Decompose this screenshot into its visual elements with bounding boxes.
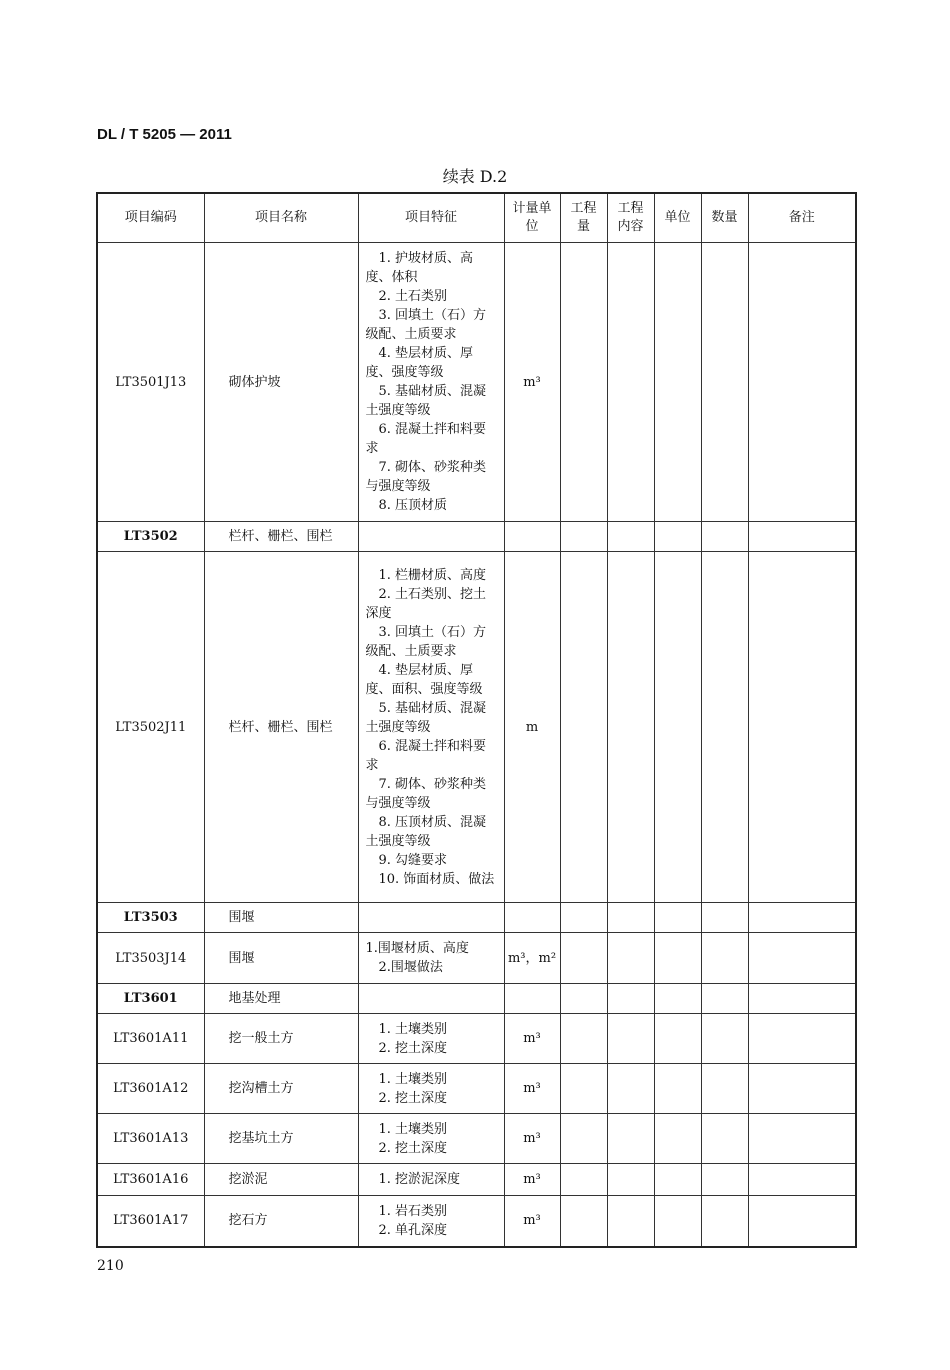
quantity-cell [560, 1196, 607, 1247]
unit-of-measure: m³，m² [504, 933, 560, 984]
standard-code: DL / T 5205 — 2011 [97, 126, 232, 143]
feature-line: 2. 土石类别 [378, 289, 448, 304]
remarks-cell [748, 1164, 856, 1196]
unit-of-measure: m [504, 552, 560, 903]
item-name: 地基处理 [204, 984, 358, 1014]
table-row [97, 1064, 856, 1114]
quantity-cell [560, 903, 607, 933]
item-code: LT3601A17 [97, 1196, 204, 1247]
remarks-cell [748, 1196, 856, 1247]
item-code: LT3601 [97, 984, 204, 1014]
item-code: LT3502J11 [97, 552, 204, 903]
feature-line: 5. 基础材质、混凝土强度等级 [365, 384, 487, 418]
item-code: LT3601A11 [97, 1014, 204, 1064]
quantity-cell [560, 552, 607, 903]
item-features [358, 522, 504, 552]
amount-cell [701, 1064, 748, 1114]
remarks-cell [748, 1014, 856, 1064]
unit-cell [654, 1014, 701, 1064]
unit-cell [654, 1164, 701, 1196]
table-row [97, 1014, 856, 1064]
item-features [358, 1164, 504, 1196]
feature-line: 3. 回填土（石）方级配、土质要求 [365, 308, 487, 342]
amount-cell [701, 243, 748, 522]
work-content-cell [607, 552, 654, 903]
unit-cell [654, 522, 701, 552]
remarks-cell [748, 1114, 856, 1164]
feature-line: 2. 挖土深度 [378, 1040, 448, 1056]
table-header-row [97, 193, 856, 243]
unit-of-measure: m³ [504, 1164, 560, 1196]
item-code: LT3601A12 [97, 1064, 204, 1114]
table-row [97, 522, 856, 552]
unit-of-measure: m³ [504, 1014, 560, 1064]
unit-of-measure [504, 522, 560, 552]
quantity-cell [560, 1114, 607, 1164]
feature-line: 6. 混凝土拌和料要求 [365, 738, 487, 773]
feature-line: 2.围堰做法 [378, 960, 443, 975]
unit-cell [654, 1196, 701, 1247]
table-row [97, 243, 856, 522]
work-content-cell [607, 1196, 654, 1247]
feature-line: 4. 垫层材质、厚度、面积、强度等级 [365, 662, 483, 697]
feature-line: 3. 回填土（石）方级配、土质要求 [365, 624, 487, 659]
table-row [97, 984, 856, 1014]
quantity-cell [560, 1064, 607, 1114]
remarks-cell [748, 522, 856, 552]
item-code: LT3503 [97, 903, 204, 933]
amount-cell [701, 552, 748, 903]
item-code: LT3502 [97, 522, 204, 552]
amount-cell [701, 1114, 748, 1164]
item-features [358, 243, 504, 522]
amount-cell [701, 1196, 748, 1247]
feature-line: 10. 饰面材质、做法 [378, 871, 495, 887]
remarks-cell [748, 984, 856, 1014]
table-row [97, 903, 856, 933]
unit-of-measure [504, 903, 560, 933]
feature-line: 7. 砌体、砂浆种类与强度等级 [365, 776, 487, 811]
item-name: 挖石方 [204, 1196, 358, 1247]
item-name: 围堰 [204, 903, 358, 933]
feature-line: 6. 混凝土拌和料要求 [365, 422, 487, 456]
feature-line: 9. 勾缝要求 [378, 852, 448, 868]
quantity-cell [560, 933, 607, 984]
item-code: LT3503J14 [97, 933, 204, 984]
table-body [97, 243, 856, 1247]
item-code: LT3501J13 [97, 243, 204, 522]
work-content-cell [607, 1114, 654, 1164]
feature-line: 2. 挖土深度 [378, 1140, 448, 1156]
feature-line: 1. 土壤类别 [378, 1121, 448, 1137]
feature-line: 2. 挖土深度 [378, 1090, 448, 1106]
item-features [358, 1196, 504, 1247]
feature-line: 1. 岩石类别 [378, 1203, 448, 1219]
feature-line: 7. 砌体、砂浆种类与强度等级 [365, 460, 487, 494]
item-name: 栏杆、栅栏、围栏 [204, 522, 358, 552]
unit-of-measure [504, 984, 560, 1014]
quantity-cell [560, 1014, 607, 1064]
unit-of-measure: m³ [504, 1064, 560, 1114]
item-features [358, 1014, 504, 1064]
bill-of-quantities-table [96, 192, 857, 1248]
table-row [97, 552, 856, 903]
feature-line: 8. 压顶材质、混凝土强度等级 [365, 814, 487, 849]
header-quantity-of-work: 工程量 [560, 193, 607, 243]
feature-line: 1. 挖淤泥深度 [378, 1172, 461, 1187]
item-name: 挖基坑土方 [204, 1114, 358, 1164]
remarks-cell [748, 552, 856, 903]
work-content-cell [607, 933, 654, 984]
header-item-features: 项目特征 [358, 193, 504, 243]
feature-line: 4. 垫层材质、厚度、强度等级 [365, 346, 474, 380]
remarks-cell [748, 1064, 856, 1114]
unit-cell [654, 984, 701, 1014]
work-content-cell [607, 522, 654, 552]
item-name: 挖一般土方 [204, 1014, 358, 1064]
item-name: 围堰 [204, 933, 358, 984]
unit-cell [654, 1114, 701, 1164]
amount-cell [701, 903, 748, 933]
remarks-cell [748, 933, 856, 984]
work-content-cell [607, 243, 654, 522]
header-item-code: 项目编码 [97, 193, 204, 243]
header-remarks: 备注 [748, 193, 856, 243]
unit-cell [654, 1064, 701, 1114]
header-item-name: 项目名称 [204, 193, 358, 243]
work-content-cell [607, 903, 654, 933]
unit-cell [654, 933, 701, 984]
amount-cell [701, 1164, 748, 1196]
item-features [358, 903, 504, 933]
amount-cell [701, 1014, 748, 1064]
item-features [358, 984, 504, 1014]
feature-line: 1.围堰材质、高度 [365, 941, 469, 956]
unit-of-measure: m³ [504, 1196, 560, 1247]
feature-line: 1. 土壤类别 [378, 1071, 448, 1087]
quantity-cell [560, 1164, 607, 1196]
item-name: 砌体护坡 [204, 243, 358, 522]
item-code: LT3601A13 [97, 1114, 204, 1164]
remarks-cell [748, 243, 856, 522]
item-features [358, 1114, 504, 1164]
work-content-cell [607, 1014, 654, 1064]
amount-cell [701, 933, 748, 984]
remarks-cell [748, 903, 856, 933]
item-code: LT3601A16 [97, 1164, 204, 1196]
table-row [97, 1196, 856, 1247]
unit-of-measure: m³ [504, 1114, 560, 1164]
header-unit-of-measure: 计量单位 [504, 193, 560, 243]
header-work-content: 工程内容 [607, 193, 654, 243]
unit-of-measure: m³ [504, 243, 560, 522]
item-features [358, 933, 504, 984]
feature-line: 1. 护坡材质、高度、体积 [365, 251, 474, 285]
feature-line: 2. 单孔深度 [378, 1222, 448, 1238]
item-name: 挖沟槽土方 [204, 1064, 358, 1114]
quantity-cell [560, 243, 607, 522]
quantity-cell [560, 984, 607, 1014]
feature-line: 1. 栏栅材质、高度 [378, 567, 487, 583]
feature-line: 1. 土壤类别 [378, 1021, 448, 1037]
quantity-cell [560, 522, 607, 552]
item-name: 挖淤泥 [204, 1164, 358, 1196]
feature-line: 8. 压顶材质 [378, 498, 448, 513]
work-content-cell [607, 1164, 654, 1196]
header-amount: 数量 [701, 193, 748, 243]
work-content-cell [607, 1064, 654, 1114]
item-name: 栏杆、栅栏、围栏 [204, 552, 358, 903]
header-unit: 单位 [654, 193, 701, 243]
feature-line: 2. 土石类别、挖土深度 [365, 586, 487, 621]
item-features [358, 1064, 504, 1114]
amount-cell [701, 522, 748, 552]
feature-line: 5. 基础材质、混凝土强度等级 [365, 700, 487, 735]
unit-cell [654, 903, 701, 933]
table-row [97, 1114, 856, 1164]
item-features [358, 552, 504, 903]
table-row [97, 1164, 856, 1196]
work-content-cell [607, 984, 654, 1014]
page-number: 210 [97, 1258, 124, 1274]
table-row [97, 933, 856, 984]
amount-cell [701, 984, 748, 1014]
unit-cell [654, 243, 701, 522]
table-title: 续表 D.2 [442, 167, 508, 186]
unit-cell [654, 552, 701, 903]
